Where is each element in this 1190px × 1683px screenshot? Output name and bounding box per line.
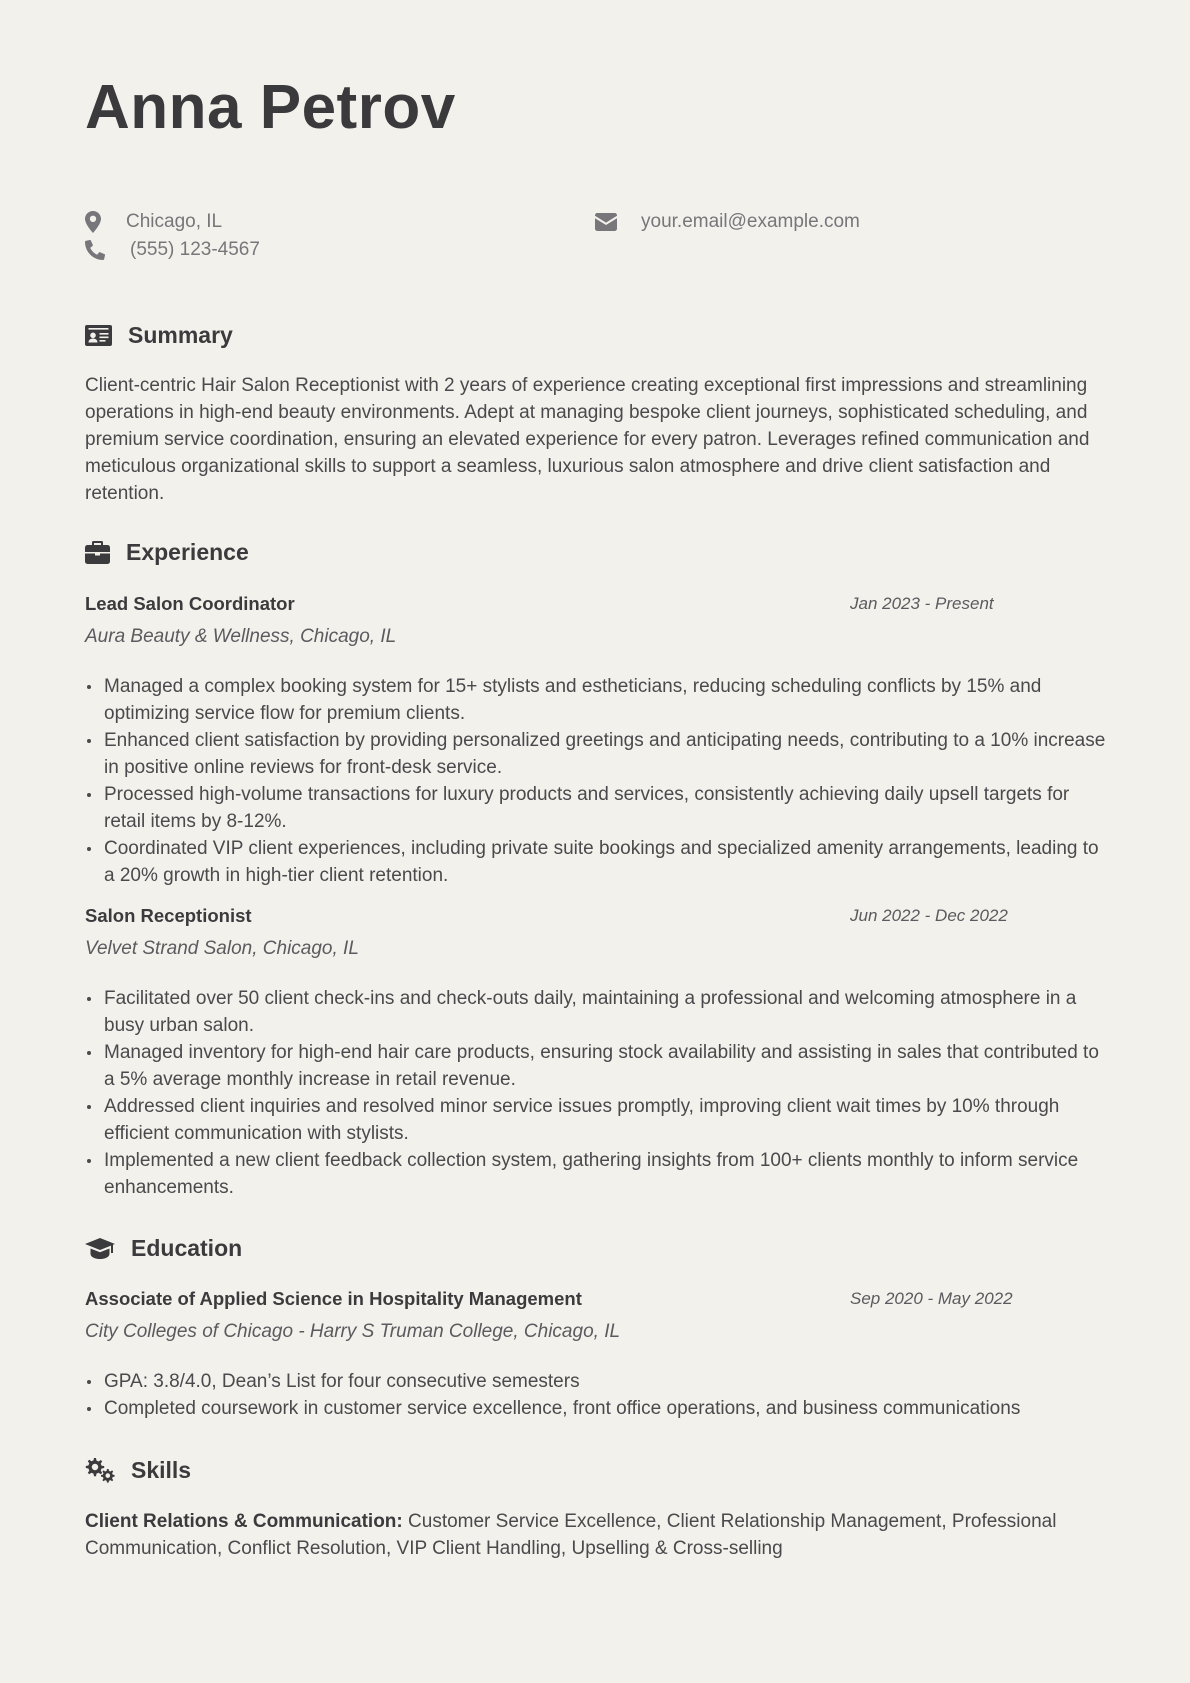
envelope-icon — [595, 213, 617, 231]
contact-location — [85, 211, 222, 233]
list-item: Processed high-volume transactions for luxury products and services, consistently achieving daily upsell targets for retail items by 8-12%. — [85, 781, 1110, 835]
briefcase-icon — [85, 541, 110, 564]
id-card-icon — [85, 325, 112, 346]
graduation-cap-icon — [85, 1238, 115, 1260]
school-name: City Colleges of Chicago - Harry S Truman College, Chicago, IL — [85, 1321, 621, 1342]
job-dates: Jan 2023 - Present — [850, 594, 994, 613]
education-title: Education — [131, 1235, 243, 1261]
list-item: Managed inventory for high-end hair care products, ensuring stock availability and assisting in sales that contributed to a 5% average monthly increase in retail revenue. — [85, 1039, 1110, 1093]
skills-title: Skills — [131, 1457, 192, 1483]
phone-text: (555) 123-4567 — [130, 239, 260, 260]
job-bullets — [85, 673, 1110, 889]
job-title: Lead Salon Coordinator — [85, 593, 295, 614]
summary-title: Summary — [128, 322, 233, 348]
email-link[interactable]: your.email@example.com — [641, 211, 860, 232]
list-item: Completed coursework in customer service excellence, front office operations, and business communications — [85, 1395, 1110, 1422]
education-bullets — [85, 1368, 1110, 1422]
summary-text: Client-centric Hair Salon Receptionist with 2 years of experience creating exceptional first impressions and streamlining operations in high-end beauty environments. Adept at managing bespoke client journeys, sophisticated scheduling, and premium service coordination, ensuring an elevated experience for every patron. Leverages refined communication and meticulous organizational skills to support a seamless, luxurious salon atmosphere and drive client satisfaction and retention. — [85, 375, 1090, 504]
location-text: Chicago, IL — [126, 211, 223, 232]
job-org: Aura Beauty & Wellness, Chicago, IL — [85, 626, 397, 647]
skills-text — [85, 1508, 1110, 1562]
job-org: Velvet Strand Salon, Chicago, IL — [85, 938, 359, 959]
map-marker-icon — [85, 211, 101, 233]
list-item: GPA: 3.8/4.0, Dean’s List for four consecutive semesters — [85, 1368, 1110, 1395]
job-title: Salon Receptionist — [85, 905, 252, 926]
skills-items: Customer Service Excellence, Client Relationship Management, Professional Communication, Conflict Resolution, VIP Client Handling, Upselling & Cross-selling — [85, 1511, 1057, 1559]
skills-heading — [85, 1457, 191, 1484]
contact-phone — [85, 239, 260, 261]
phone-icon — [85, 240, 105, 260]
gears-icon — [85, 1458, 115, 1484]
summary-heading — [85, 322, 233, 349]
candidate-name: Anna Petrov — [85, 73, 456, 142]
experience-title: Experience — [126, 539, 249, 565]
experience-heading — [85, 539, 249, 566]
job-bullets — [85, 985, 1110, 1201]
list-item: Facilitated over 50 client check-ins and check-outs daily, maintaining a professional and welcoming atmosphere in a busy urban salon. — [85, 985, 1110, 1039]
degree-title: Associate of Applied Science in Hospitality Management — [85, 1288, 582, 1309]
job-dates: Jun 2022 - Dec 2022 — [850, 906, 1008, 925]
list-item: Enhanced client satisfaction by providing personalized greetings and anticipating needs, contributing to a 10% increase in positive online reviews for front-desk service. — [85, 727, 1110, 781]
list-item: Implemented a new client feedback collection system, gathering insights from 100+ clients monthly to inform service enhancements. — [85, 1147, 1110, 1201]
skills-category: Client Relations & Communication: — [85, 1511, 403, 1532]
list-item: Managed a complex booking system for 15+ stylists and estheticians, reducing scheduling conflicts by 15% and optimizing service flow for premium clients. — [85, 673, 1110, 727]
education-dates: Sep 2020 - May 2022 — [850, 1289, 1013, 1308]
contact-email — [595, 211, 860, 233]
list-item: Coordinated VIP client experiences, including private suite bookings and specialized amenity arrangements, leading to a 20% growth in high-tier client retention. — [85, 835, 1110, 889]
education-heading — [85, 1235, 242, 1262]
list-item: Addressed client inquiries and resolved minor service issues promptly, improving client wait times by 10% through efficient communication with stylists. — [85, 1093, 1110, 1147]
